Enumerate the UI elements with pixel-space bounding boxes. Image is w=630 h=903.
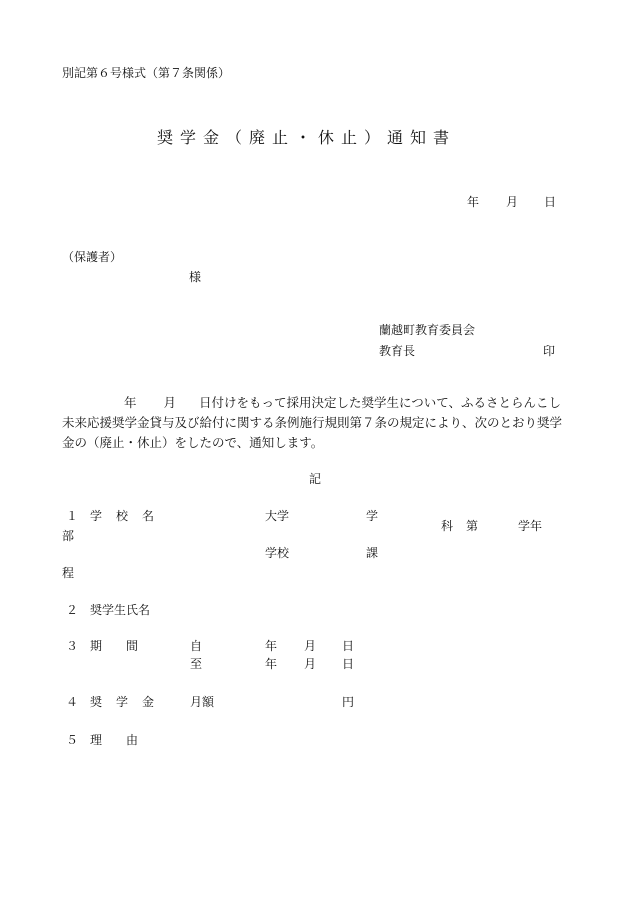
school-bu: 部 bbox=[62, 529, 75, 543]
item-4-label: 奨学金 bbox=[90, 695, 169, 709]
document-title: 奨学金（廃止・休止）通知書 bbox=[157, 128, 457, 147]
body-line-1 bbox=[62, 393, 572, 413]
period-to: 至 bbox=[190, 657, 203, 671]
body-year: 年 bbox=[124, 395, 137, 410]
item-2-label: 奨学生氏名 bbox=[90, 603, 151, 617]
item-3-number: ３ bbox=[66, 639, 79, 653]
period-from-day: 日 bbox=[342, 639, 355, 653]
honorific: 様 bbox=[189, 270, 202, 284]
item-5-number: ５ bbox=[66, 733, 79, 747]
body-line-2: 未来応援奨学金貸与及び給付に関する条例施行規則第７条の規定により、次のとおり奨学 bbox=[62, 415, 563, 430]
item-4-number: ４ bbox=[66, 695, 79, 709]
school-daigaku: 大学 bbox=[265, 509, 290, 523]
period-to-year: 年 bbox=[265, 657, 278, 671]
school-gakkou: 学校 bbox=[265, 546, 290, 560]
school-dai: 第 bbox=[466, 519, 479, 533]
date-year: 年 bbox=[467, 195, 480, 209]
item-5-label: 理 由 bbox=[90, 733, 139, 747]
item-1-number: １ bbox=[66, 509, 79, 523]
ki-heading: 記 bbox=[309, 472, 322, 486]
item-3-label: 期 間 bbox=[90, 639, 139, 653]
date-month: 月 bbox=[506, 195, 519, 209]
issuer-organization: 蘭越町教育委員会 bbox=[379, 323, 476, 337]
guardian-label: （保護者） bbox=[62, 250, 123, 264]
body-line-1-text: 日付けをもって採用決定した奨学生について、ふるさとらんこし bbox=[199, 395, 562, 410]
period-from: 自 bbox=[190, 639, 203, 653]
item-2-number: ２ bbox=[66, 603, 79, 617]
period-from-year: 年 bbox=[265, 639, 278, 653]
amount-monthly: 月額 bbox=[190, 695, 215, 709]
issuer-title: 教育長 bbox=[379, 344, 416, 358]
item-1-label: 学校名 bbox=[90, 509, 169, 523]
body-paragraph bbox=[62, 393, 572, 453]
period-from-month: 月 bbox=[304, 639, 317, 653]
amount-yen: 円 bbox=[342, 695, 355, 709]
school-tei: 程 bbox=[62, 566, 75, 580]
school-gakunen: 学年 bbox=[518, 519, 543, 533]
period-to-day: 日 bbox=[342, 657, 355, 671]
date-day: 日 bbox=[544, 195, 557, 209]
body-month: 月 bbox=[163, 395, 177, 410]
period-to-month: 月 bbox=[304, 657, 317, 671]
body-line-3: 金の（廃止・休止）をしたので、通知します。 bbox=[62, 435, 324, 450]
seal-mark: 印 bbox=[543, 344, 556, 358]
school-ka-course: 課 bbox=[366, 546, 379, 560]
school-ka: 科 bbox=[441, 519, 454, 533]
form-number: 別記第６号様式（第７条関係） bbox=[62, 66, 231, 80]
school-gaku: 学 bbox=[366, 509, 379, 523]
